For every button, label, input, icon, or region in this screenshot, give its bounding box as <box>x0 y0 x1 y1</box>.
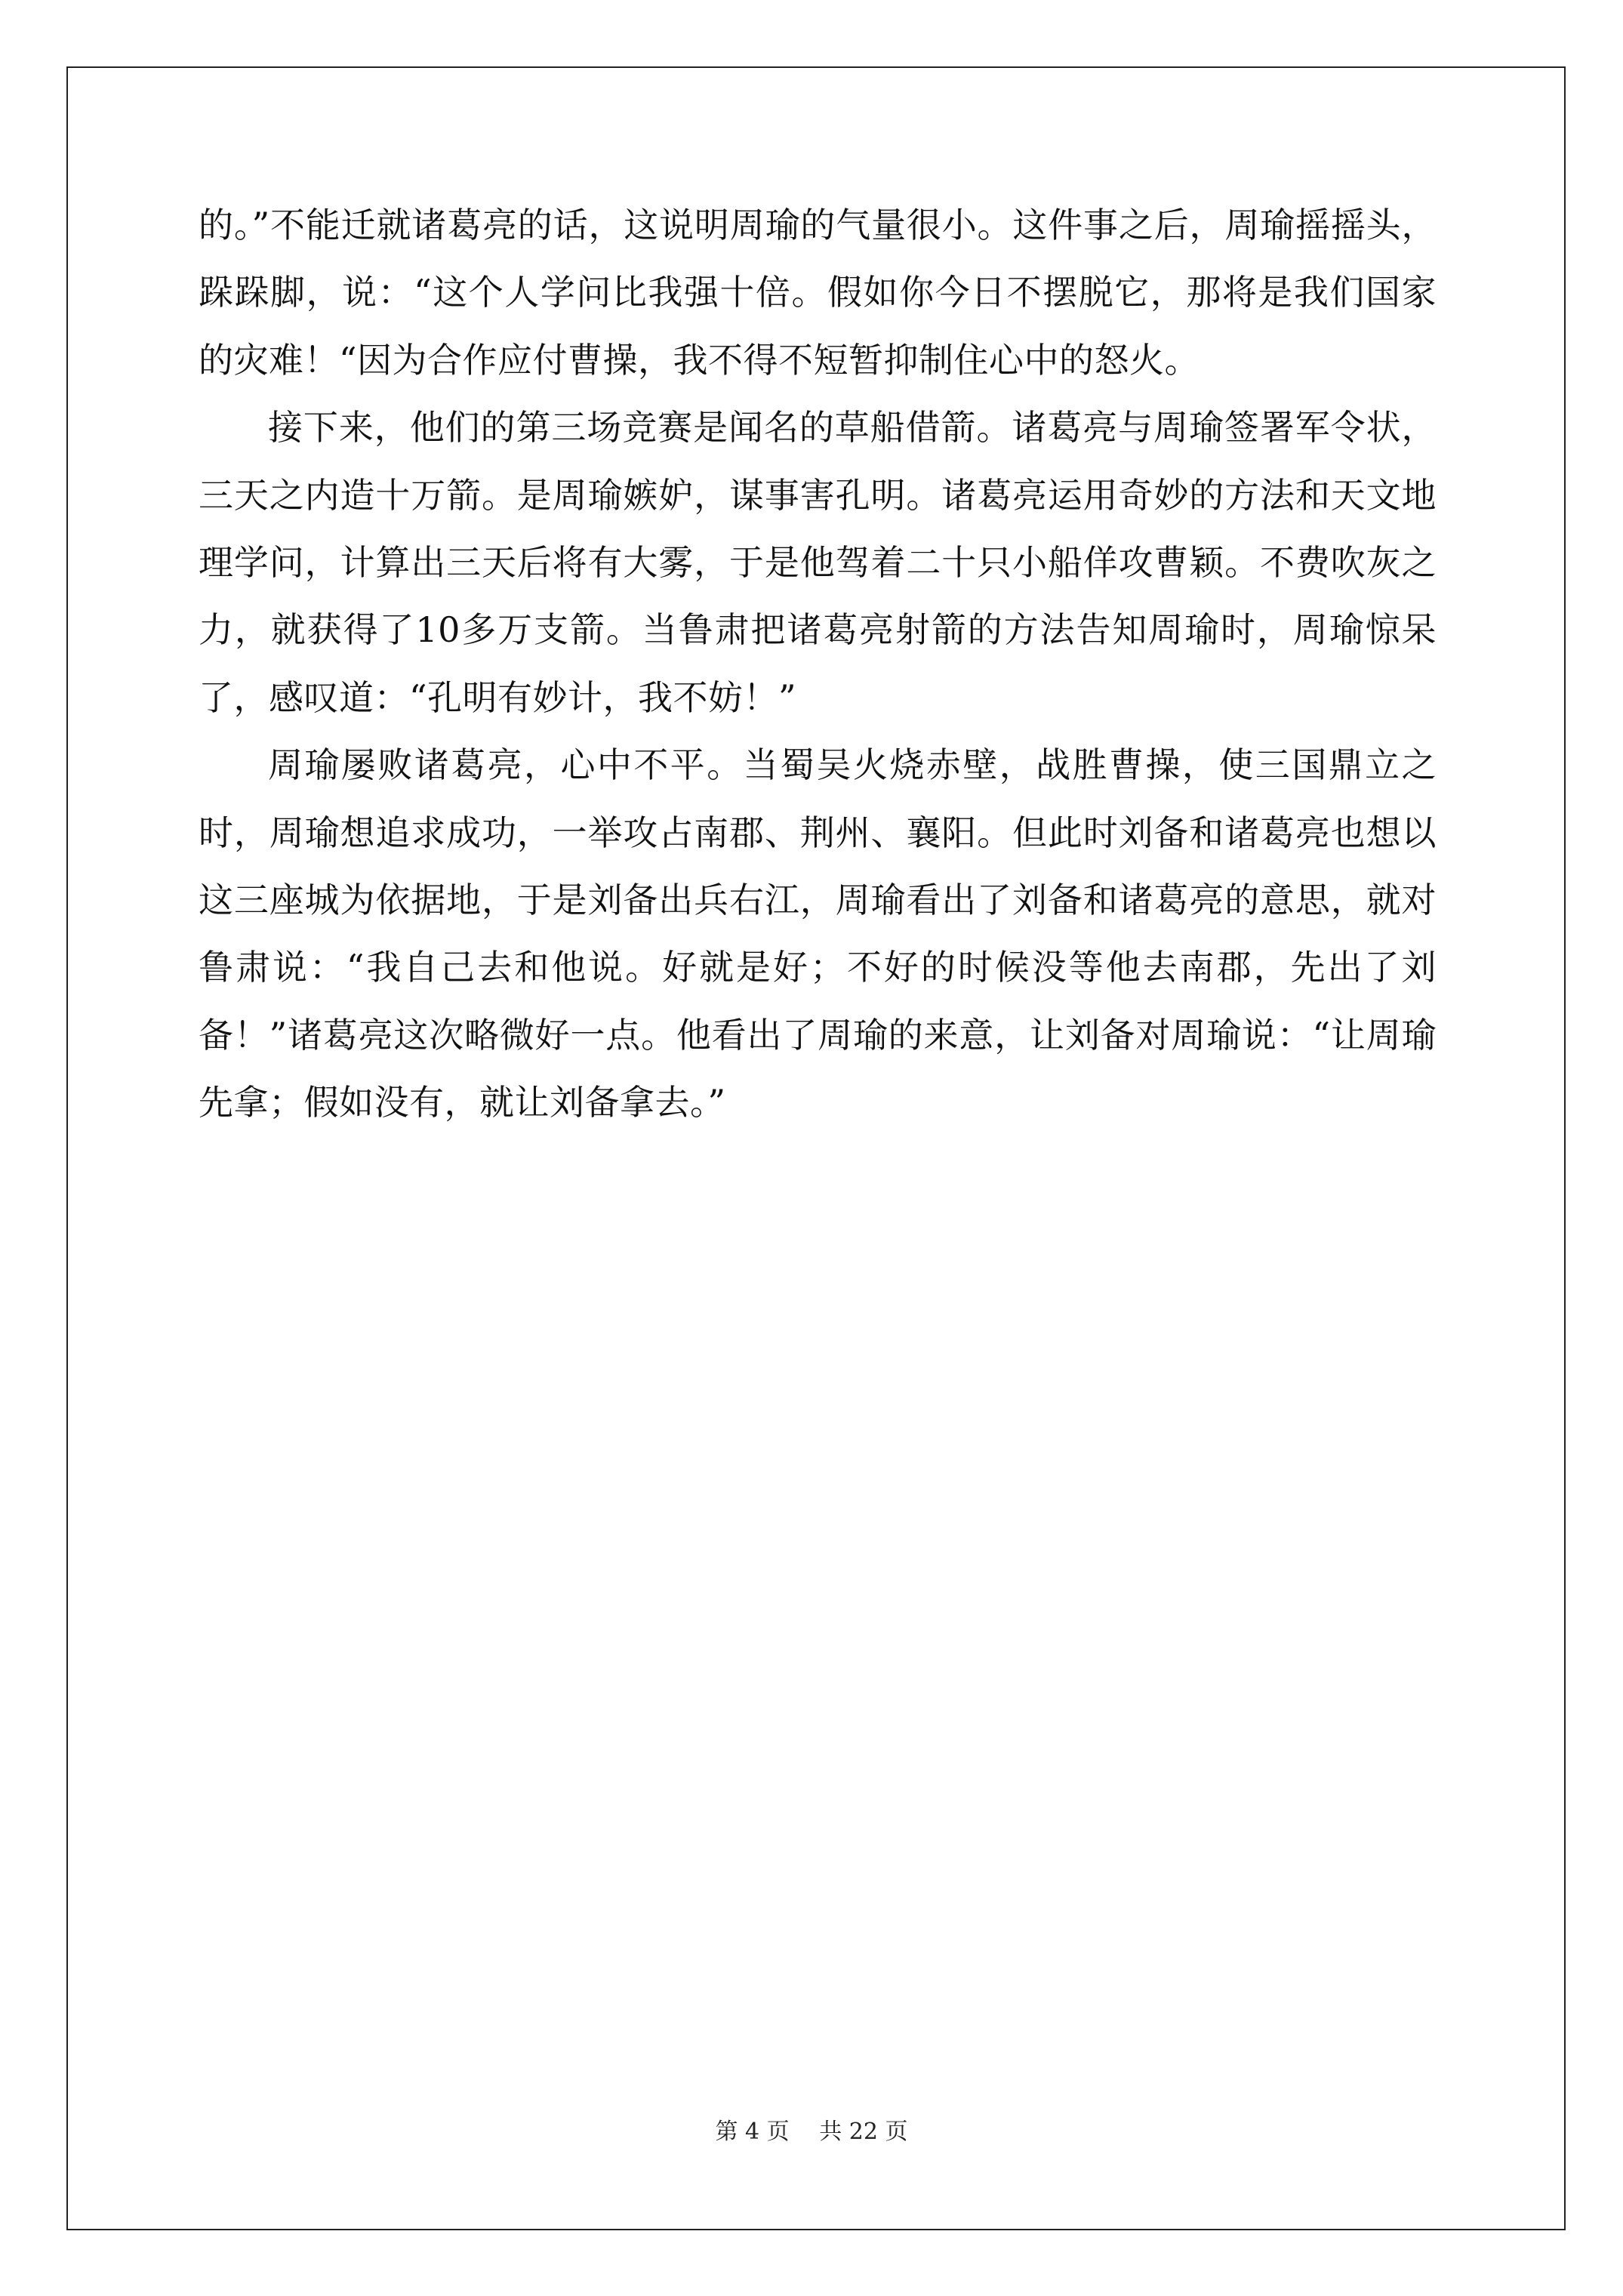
page-number-footer: 第 4 页 共 22 页 <box>715 2119 908 2145</box>
paragraph: 的。”不能迁就诸葛亮的话，这说明周瑜的气量很小。这件事之后，周瑜摇摇头，跺跺脚，说：“这个人学问比我强十倍。假如你今日不摆脱它，那将是我们国家的灾难！“因为合作应付曹操，我不得不短暂抑制住心中的怒火。 <box>199 205 1437 381</box>
document-body <box>199 192 1437 1137</box>
paragraph: 接下来，他们的第三场竞赛是闻名的草船借箭。诸葛亮与周瑜签署军令状，三天之内造十万箭。是周瑜嫉妒，谋事害孔明。诸葛亮运用奇妙的方法和天文地理学问，计算出三天后将有大雾，于是他驾着二十只小船佯攻曹颖。不费吹灰之力，就获得了10多万支箭。当鲁肃把诸葛亮射箭的方法告知周瑜时，周瑜惊呆了，感叹道：“孔明有妙计，我不妨！” <box>199 407 1437 718</box>
paragraph: 周瑜屡败诸葛亮，心中不平。当蜀吴火烧赤壁，战胜曹操，使三国鼎立之时，周瑜想追求成功，一举攻占南郡、荆州、襄阳。但此时刘备和诸葛亮也想以这三座城为依据地，于是刘备出兵右江，周瑜看出了刘备和诸葛亮的意思，就对鲁肃说：“我自己去和他说。好就是好；不好的时候没等他去南郡，先出了刘备！”诸葛亮这次略微好一点。他看出了周瑜的来意，让刘备对周瑜说：“让周瑜先拿；假如没有，就让刘备拿去。” <box>199 744 1437 1123</box>
